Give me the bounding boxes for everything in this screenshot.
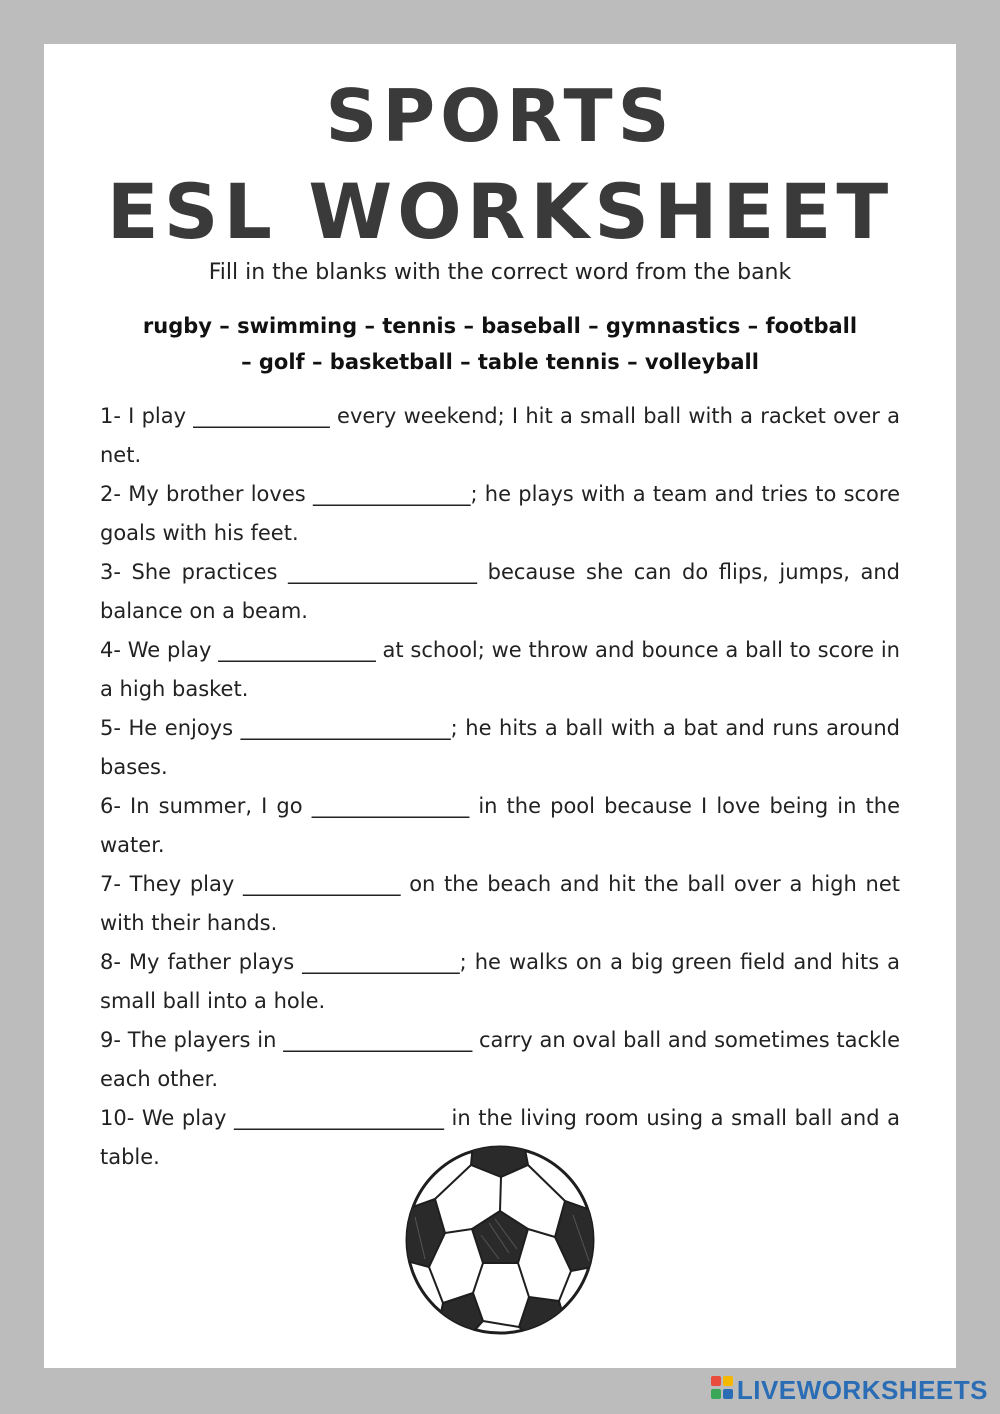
question-item: 8- My father plays _______________; he walks on a big green field and hits a small ball into a hole. — [100, 950, 900, 1013]
question-item: 9- The players in __________________ carry an oval ball and sometimes tackle each other. — [100, 1028, 900, 1091]
question-item: 6- In summer, I go _______________ in the pool because I love being in the water. — [100, 794, 900, 857]
question-item: 1- I play _____________ every weekend; I hit a small ball with a racket over a net. — [100, 404, 900, 467]
question-item: 7- They play _______________ on the beach and hit the ball over a high net with their hands. — [100, 872, 900, 935]
liveworksheets-label: LIVEWORKSHEETS — [736, 1374, 988, 1405]
question-list — [100, 397, 900, 1177]
word-bank-line-1: rugby – swimming – tennis – baseball – gymnastics – football — [142, 314, 858, 338]
question-item: 3- She practices __________________ because she can do flips, jumps, and balance on a beam. — [100, 560, 900, 623]
liveworksheets-branding — [711, 1376, 988, 1404]
worksheet-title-line-2: ESL WORKSHEET — [106, 167, 894, 256]
question-item: 4- We play _______________ at school; we throw and bounce a ball to score in a high basket. — [100, 638, 900, 701]
instructions-text: Fill in the blanks with the correct word from the bank — [208, 260, 792, 285]
word-bank-line-2: – golf – basketball – table tennis – volleyball — [241, 350, 759, 374]
worksheet-title-line-1: SPORTS — [325, 74, 675, 158]
question-item: 2- My brother loves _______________; he plays with a team and tries to score goals with his feet. — [100, 482, 900, 545]
soccer-ball-icon — [403, 1143, 597, 1337]
liveworksheets-logo-icon — [711, 1376, 733, 1404]
question-item: 5- He enjoys ____________________; he hits a ball with a bat and runs around bases. — [100, 716, 900, 779]
question-item: 10- We play ____________________ in the living room using a small ball and a table. — [100, 1106, 900, 1169]
